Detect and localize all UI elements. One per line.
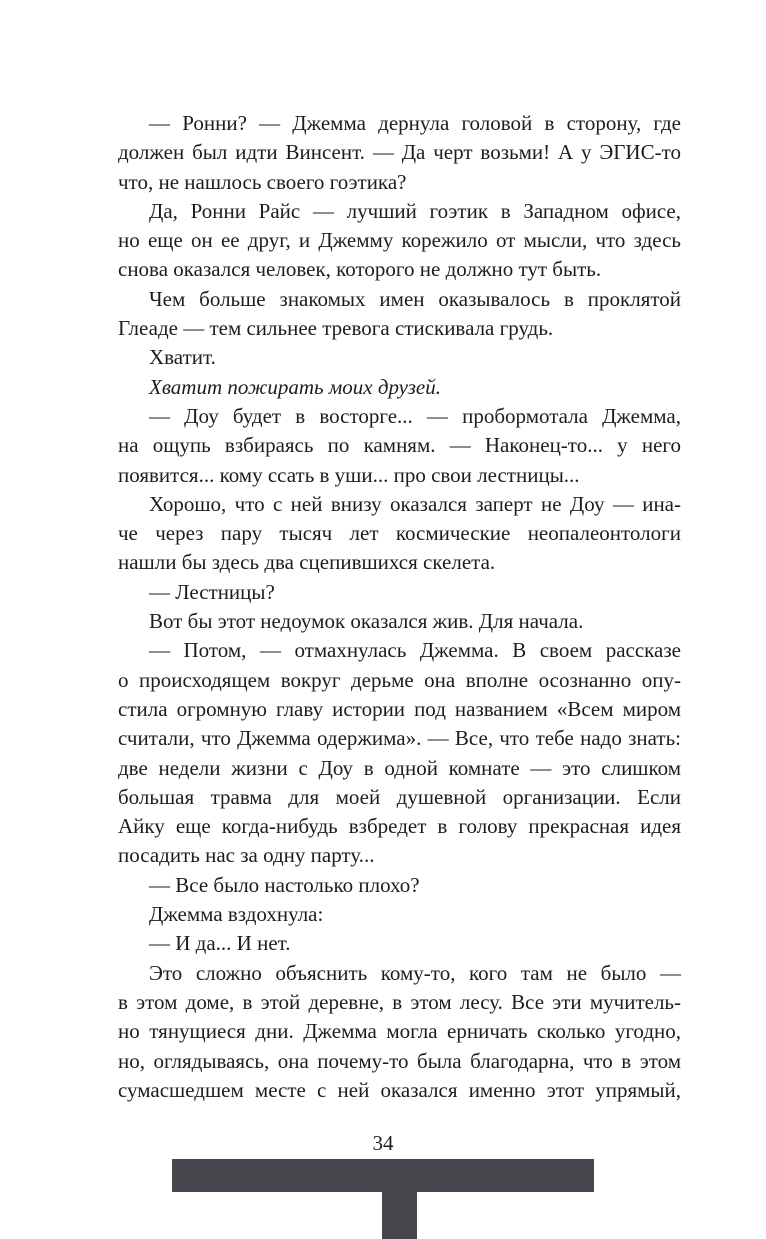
text-line: но еще он ее друг, и Джемму корежило от мысли, что здесь: [118, 228, 681, 253]
text-line: на ощупь взбираясь по камням. — Наконец-то... у него: [118, 433, 681, 458]
text-line: — Потом, — отмахнулась Джемма. В своем рассказе: [149, 638, 681, 663]
footer-bar: [172, 1159, 594, 1192]
text-line: че через пару тысяч лет космические неопалеонтологи: [118, 521, 681, 546]
text-line: что, не нашлось своего гоэтика?: [118, 169, 407, 194]
text-line: Да, Ронни Райс — лучший гоэтик в Западном офисе,: [149, 198, 681, 223]
text-line: нашли бы здесь два сцепившихся скелета.: [118, 550, 496, 575]
text-line: но, оглядываясь, она почему-то была благодарна, что в этом: [118, 1048, 681, 1073]
text-line: в этом доме, в этой деревне, в этом лесу. Все эти мучитель-: [118, 989, 681, 1014]
text-line: сумасшедшем месте с ней оказался именно этот упрямый,: [118, 1077, 681, 1102]
text-line: Глеаде — тем сильнее тревога стискивала грудь.: [118, 316, 554, 341]
text-line: — Все было настолько плохо?: [149, 872, 420, 897]
text-line: большая травма для моей душевной организации. Если: [118, 784, 681, 809]
text-line: появится... кому ссать в уши... про свои лестницы...: [118, 462, 580, 487]
text-line: Айку еще когда-нибудь взбредет в голову прекрасная идея: [118, 814, 681, 839]
text-line: — Доу будет в восторге... — пробормотала Джемма,: [149, 403, 681, 428]
text-line: о происходящем вокруг дерьме она вполне осознанно опу-: [118, 667, 681, 692]
text-line-italic: Хватит пожирать моих друзей.: [149, 374, 441, 399]
page-body: [118, 109, 681, 1105]
text-line: должен был идти Винсент. — Да черт возьми! А у ЭГИС-то: [118, 140, 681, 165]
text-line: — Ронни? — Джемма дернула головой в сторону, где: [149, 111, 681, 135]
text-line: но тянущиеся дни. Джемма могла ерничать сколько угодно,: [118, 1019, 681, 1044]
text-line: Вот бы этот недоумок оказался жив. Для начала.: [149, 609, 584, 634]
text-line: снова оказался человек, которого не должно тут быть.: [118, 257, 602, 282]
footer-stem: [382, 1192, 417, 1239]
text-line: — И да... И нет.: [149, 931, 291, 956]
text-line: Хватит.: [149, 345, 216, 370]
text-line: Хорошо, что с ней внизу оказался заперт не Доу — ина-: [149, 491, 681, 516]
text-line: — Лестницы?: [149, 579, 275, 604]
text-line: стила огромную главу истории под названием «Всем миром: [118, 696, 681, 721]
text-line: две недели жизни с Доу в одной комнате — это слишком: [118, 755, 681, 780]
text-line: Джемма вздохнула:: [149, 902, 324, 927]
text-line: посадить нас за одну парту...: [118, 843, 375, 868]
text-line: Чем больше знакомых имен оказывалось в проклятой: [149, 286, 681, 311]
text-line: Это сложно объяснить кому-то, кого там не было —: [149, 960, 681, 985]
page-number: 34: [372, 1131, 394, 1155]
text-line: считали, что Джемма одержима». — Все, что тебе надо знать:: [118, 726, 681, 751]
